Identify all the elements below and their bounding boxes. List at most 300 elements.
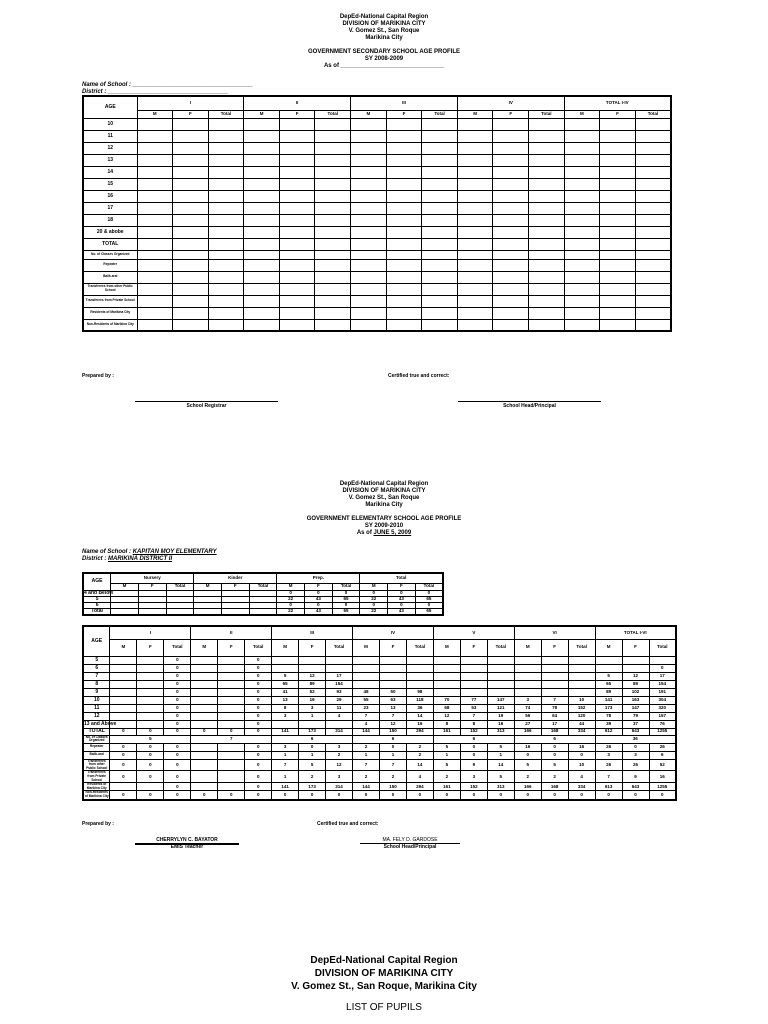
- age-row: [83, 704, 676, 712]
- value-cell: [386, 118, 422, 130]
- value-cell: [422, 259, 458, 271]
- sex-header: M: [137, 110, 173, 118]
- value-cell: 79: [622, 712, 649, 720]
- value-cell: 0: [164, 720, 191, 728]
- value-cell: 12: [433, 712, 460, 720]
- value-cell: [422, 178, 458, 190]
- value-cell: 144: [353, 783, 380, 791]
- elementary-age-profile-table: [82, 625, 677, 801]
- value-cell: [137, 271, 173, 283]
- value-cell: 8: [433, 720, 460, 728]
- value-cell: [221, 608, 249, 615]
- secondary-age-profile-table: [82, 95, 672, 332]
- sex-header: F: [388, 583, 416, 590]
- age-row: [83, 688, 676, 696]
- value-cell: 12: [379, 720, 406, 728]
- value-cell: [564, 154, 600, 166]
- value-cell: 0: [649, 791, 676, 800]
- total-cell: 0: [191, 728, 218, 735]
- sex-header: F: [305, 583, 333, 590]
- value-cell: 0: [110, 743, 137, 751]
- value-cell: 0: [164, 656, 191, 664]
- classes-cell: 5: [110, 735, 191, 743]
- summary-label: Residents of Marikina City: [83, 783, 110, 791]
- value-cell: [493, 271, 529, 283]
- value-cell: [635, 250, 671, 259]
- total-cell: 294: [406, 728, 433, 735]
- value-cell: 16: [406, 720, 433, 728]
- value-cell: [564, 319, 600, 331]
- value-cell: [600, 190, 636, 202]
- value-cell: 16: [487, 720, 514, 728]
- age-row: [83, 656, 676, 664]
- age-label: 17: [83, 202, 137, 214]
- value-cell: [386, 259, 422, 271]
- value-cell: 147: [487, 696, 514, 704]
- summary-row: [83, 295, 671, 307]
- value-cell: [564, 190, 600, 202]
- value-cell: 89: [299, 680, 326, 688]
- value-cell: [457, 190, 493, 202]
- form2-school-label: Name of School :: [82, 549, 132, 555]
- value-cell: [564, 118, 600, 130]
- value-cell: 0: [406, 791, 433, 800]
- value-cell: [493, 130, 529, 142]
- value-cell: 0: [164, 743, 191, 751]
- value-cell: [279, 178, 315, 190]
- value-cell: [173, 202, 209, 214]
- form2-school-value: KAPITAN MOY ELEMENTARY: [132, 549, 217, 555]
- form1-school-name-label: Name of School : ____________________________________: [82, 82, 253, 88]
- value-cell: [208, 178, 244, 190]
- value-cell: [386, 307, 422, 319]
- value-cell: [514, 680, 541, 688]
- value-cell: [600, 319, 636, 331]
- value-cell: 0: [305, 602, 333, 608]
- value-cell: [218, 743, 245, 751]
- value-cell: [279, 154, 315, 166]
- value-cell: [457, 166, 493, 178]
- value-cell: 0: [245, 783, 272, 791]
- form1-prepared-label: Prepared by :: [82, 373, 114, 379]
- value-cell: 2: [353, 771, 380, 783]
- value-cell: [315, 202, 351, 214]
- value-cell: [351, 154, 387, 166]
- value-cell: [386, 166, 422, 178]
- age-row: [83, 142, 671, 154]
- summary-row: [83, 743, 676, 751]
- value-cell: [422, 166, 458, 178]
- value-cell: [635, 166, 671, 178]
- value-cell: [244, 307, 280, 319]
- value-cell: 2: [353, 743, 380, 751]
- value-cell: 120: [568, 712, 595, 720]
- value-cell: [529, 295, 565, 307]
- value-cell: [433, 672, 460, 680]
- sex-header: M: [564, 110, 600, 118]
- value-cell: [208, 118, 244, 130]
- value-cell: [600, 250, 636, 259]
- value-cell: [529, 226, 565, 238]
- value-cell: 3: [299, 704, 326, 712]
- value-cell: 3: [326, 743, 353, 751]
- value-cell: [457, 259, 493, 271]
- summary-row: [83, 250, 671, 259]
- value-cell: [173, 271, 209, 283]
- value-cell: 141: [595, 696, 622, 704]
- age-label: 13: [83, 154, 137, 166]
- value-cell: [351, 271, 387, 283]
- value-cell: 0: [164, 664, 191, 672]
- value-cell: [564, 271, 600, 283]
- value-cell: 150: [379, 783, 406, 791]
- value-cell: [218, 771, 245, 783]
- value-cell: 16: [514, 743, 541, 751]
- value-cell: [433, 680, 460, 688]
- value-cell: [244, 283, 280, 295]
- value-cell: [564, 142, 600, 154]
- value-cell: 157: [649, 712, 676, 720]
- level-group-header: Nursery: [111, 573, 194, 583]
- value-cell: 65: [595, 680, 622, 688]
- value-cell: 0: [245, 704, 272, 712]
- grade-group-header: I: [137, 96, 244, 110]
- header-2-asof: [234, 530, 534, 537]
- sex-header: Total: [406, 639, 433, 656]
- value-cell: [315, 226, 351, 238]
- value-cell: 314: [326, 783, 353, 791]
- value-cell: 0: [164, 680, 191, 688]
- value-cell: [541, 656, 568, 664]
- sex-header: M: [433, 639, 460, 656]
- value-cell: 9: [460, 759, 487, 771]
- value-cell: [191, 672, 218, 680]
- value-cell: 65: [332, 608, 360, 615]
- value-cell: 294: [406, 783, 433, 791]
- age-label: 12: [83, 712, 110, 720]
- value-cell: [433, 656, 460, 664]
- summary-row: [83, 283, 671, 295]
- value-cell: [351, 226, 387, 238]
- value-cell: [110, 704, 137, 712]
- value-cell: 0: [245, 680, 272, 688]
- value-cell: 89: [622, 680, 649, 688]
- value-cell: [279, 214, 315, 226]
- value-cell: [541, 680, 568, 688]
- value-cell: 7: [541, 696, 568, 704]
- value-cell: [386, 271, 422, 283]
- value-cell: 8: [460, 720, 487, 728]
- value-cell: [244, 202, 280, 214]
- header-2-city: Marikina City: [365, 502, 403, 508]
- value-cell: [422, 214, 458, 226]
- value-cell: 16: [649, 771, 676, 783]
- classes-cell: 6: [514, 735, 595, 743]
- value-cell: 13: [379, 704, 406, 712]
- value-cell: [564, 166, 600, 178]
- value-cell: [406, 656, 433, 664]
- value-cell: [218, 688, 245, 696]
- age-header: AGE: [83, 626, 110, 656]
- value-cell: 19: [487, 712, 514, 720]
- value-cell: [111, 608, 139, 615]
- value-cell: [191, 704, 218, 712]
- value-cell: 0: [379, 791, 406, 800]
- value-cell: [110, 712, 137, 720]
- value-cell: [351, 238, 387, 250]
- age-row: [83, 680, 676, 688]
- value-cell: 43: [305, 596, 333, 602]
- value-cell: 0: [388, 602, 416, 608]
- age-row: [83, 190, 671, 202]
- value-cell: 70: [433, 696, 460, 704]
- value-cell: [191, 751, 218, 759]
- value-cell: 0: [191, 791, 218, 800]
- value-cell: 7: [272, 759, 299, 771]
- value-cell: [635, 178, 671, 190]
- value-cell: [110, 664, 137, 672]
- value-cell: [529, 307, 565, 319]
- value-cell: 191: [649, 688, 676, 696]
- value-cell: [422, 142, 458, 154]
- value-cell: 12: [326, 759, 353, 771]
- value-cell: [279, 202, 315, 214]
- value-cell: 7: [379, 712, 406, 720]
- value-cell: 0: [568, 751, 595, 759]
- value-cell: [635, 154, 671, 166]
- value-cell: [351, 283, 387, 295]
- age-label: Total: [83, 608, 111, 615]
- value-cell: 7: [379, 759, 406, 771]
- value-cell: [137, 190, 173, 202]
- value-cell: [272, 664, 299, 672]
- value-cell: [173, 154, 209, 166]
- value-cell: [600, 226, 636, 238]
- value-cell: [379, 656, 406, 664]
- value-cell: [635, 190, 671, 202]
- value-cell: 334: [568, 783, 595, 791]
- value-cell: [208, 190, 244, 202]
- value-cell: [137, 250, 173, 259]
- value-cell: 7: [353, 759, 380, 771]
- header-2-region: DepEd-National Capital Region: [339, 481, 429, 487]
- value-cell: [173, 118, 209, 130]
- value-cell: [493, 142, 529, 154]
- value-cell: 12: [622, 672, 649, 680]
- value-cell: [173, 238, 209, 250]
- value-cell: [208, 319, 244, 331]
- value-cell: 0: [245, 771, 272, 783]
- value-cell: [635, 142, 671, 154]
- value-cell: 52: [649, 759, 676, 771]
- value-cell: [529, 166, 565, 178]
- value-cell: 11: [326, 704, 353, 712]
- value-cell: 17: [326, 672, 353, 680]
- value-cell: [279, 307, 315, 319]
- total-cell: 0: [218, 728, 245, 735]
- value-cell: [208, 130, 244, 142]
- value-cell: 56: [514, 712, 541, 720]
- sex-header: M: [110, 639, 137, 656]
- value-cell: 37: [622, 720, 649, 728]
- value-cell: [351, 166, 387, 178]
- value-cell: [137, 238, 173, 250]
- value-cell: 76: [649, 720, 676, 728]
- value-cell: [137, 283, 173, 295]
- value-cell: [433, 664, 460, 672]
- value-cell: [541, 672, 568, 680]
- value-cell: [386, 202, 422, 214]
- value-cell: 118: [406, 696, 433, 704]
- age-label: 12: [83, 142, 137, 154]
- value-cell: [279, 142, 315, 154]
- value-cell: 5: [514, 759, 541, 771]
- age-label: 11: [83, 704, 110, 712]
- value-cell: [244, 190, 280, 202]
- sex-header: Total: [568, 639, 595, 656]
- sex-header: M: [191, 639, 218, 656]
- total-cell: 141: [272, 728, 299, 735]
- value-cell: 0: [218, 791, 245, 800]
- sex-header: M: [457, 110, 493, 118]
- header-2-sy: SY 2009-2010: [364, 523, 404, 529]
- value-cell: [487, 656, 514, 664]
- value-cell: [208, 238, 244, 250]
- value-cell: 89: [595, 688, 622, 696]
- value-cell: [422, 271, 458, 283]
- grade-group-header: III: [272, 626, 353, 639]
- value-cell: 26: [622, 759, 649, 771]
- value-cell: [564, 202, 600, 214]
- value-cell: [600, 214, 636, 226]
- value-cell: [137, 688, 164, 696]
- age-label: 5: [83, 656, 110, 664]
- value-cell: [406, 680, 433, 688]
- value-cell: [386, 154, 422, 166]
- value-cell: [351, 142, 387, 154]
- value-cell: [315, 238, 351, 250]
- sex-header: F: [138, 583, 166, 590]
- value-cell: [218, 759, 245, 771]
- value-cell: [173, 130, 209, 142]
- value-cell: [600, 130, 636, 142]
- value-cell: 0: [245, 672, 272, 680]
- value-cell: [279, 319, 315, 331]
- value-cell: 7: [353, 712, 380, 720]
- preschool-age-table: [82, 572, 444, 616]
- value-cell: 10: [568, 696, 595, 704]
- total-cell: 168: [541, 728, 568, 735]
- age-row: [83, 130, 671, 142]
- value-cell: [564, 250, 600, 259]
- value-cell: [457, 295, 493, 307]
- value-cell: [137, 696, 164, 704]
- value-cell: [218, 720, 245, 728]
- summary-label: Transferees from other Public School: [83, 759, 110, 771]
- sex-header: Total: [315, 110, 351, 118]
- value-cell: 77: [460, 696, 487, 704]
- grade-group-header: VI: [514, 626, 595, 639]
- value-cell: 0: [164, 696, 191, 704]
- header-2: [234, 481, 534, 537]
- value-cell: 2: [326, 751, 353, 759]
- value-cell: [493, 178, 529, 190]
- value-cell: 5: [433, 743, 460, 751]
- value-cell: [137, 118, 173, 130]
- value-cell: 26: [595, 743, 622, 751]
- value-cell: [138, 608, 166, 615]
- value-cell: [460, 664, 487, 672]
- value-cell: [460, 656, 487, 664]
- grade-group-header: II: [191, 626, 272, 639]
- value-cell: [279, 259, 315, 271]
- value-cell: 39: [595, 720, 622, 728]
- value-cell: 0: [110, 791, 137, 800]
- value-cell: 17: [541, 720, 568, 728]
- value-cell: [315, 154, 351, 166]
- value-cell: [622, 656, 649, 664]
- summary-row: [83, 259, 671, 271]
- value-cell: [635, 202, 671, 214]
- header-1-address: V. Gomez St., San Roque: [348, 28, 420, 34]
- value-cell: 0: [360, 590, 388, 596]
- value-cell: [564, 283, 600, 295]
- value-cell: [351, 202, 387, 214]
- value-cell: [493, 259, 529, 271]
- summary-label: Repeater: [83, 259, 137, 271]
- sex-header: M: [595, 639, 622, 656]
- age-row: [83, 118, 671, 130]
- value-cell: 152: [460, 783, 487, 791]
- sex-header: Total: [635, 110, 671, 118]
- value-cell: [493, 307, 529, 319]
- value-cell: 0: [353, 791, 380, 800]
- value-cell: [191, 664, 218, 672]
- value-cell: [279, 226, 315, 238]
- value-cell: 163: [622, 696, 649, 704]
- value-cell: 4: [353, 720, 380, 728]
- value-cell: 0: [332, 602, 360, 608]
- age-label: 18: [83, 214, 137, 226]
- value-cell: 12: [299, 672, 326, 680]
- value-cell: 0: [299, 743, 326, 751]
- level-group-header: Prep.: [277, 573, 360, 583]
- value-cell: 3: [326, 771, 353, 783]
- value-cell: [386, 283, 422, 295]
- value-cell: [315, 118, 351, 130]
- value-cell: 3: [514, 696, 541, 704]
- value-cell: [386, 295, 422, 307]
- total-group-header: TOTAL I-VI: [595, 626, 676, 639]
- classes-cell: 6: [433, 735, 514, 743]
- header-2-address: V. Gomez St., San Roque: [348, 495, 420, 501]
- value-cell: [460, 680, 487, 688]
- value-cell: [279, 118, 315, 130]
- value-cell: [529, 190, 565, 202]
- age-row: [83, 712, 676, 720]
- value-cell: 313: [487, 783, 514, 791]
- value-cell: [635, 283, 671, 295]
- value-cell: 0: [245, 743, 272, 751]
- value-cell: [279, 238, 315, 250]
- sex-header: Total: [332, 583, 360, 590]
- header-row: [83, 573, 443, 583]
- value-cell: [137, 202, 173, 214]
- age-label: 10: [83, 696, 110, 704]
- value-cell: 1: [272, 771, 299, 783]
- value-cell: 0: [164, 712, 191, 720]
- value-cell: [600, 283, 636, 295]
